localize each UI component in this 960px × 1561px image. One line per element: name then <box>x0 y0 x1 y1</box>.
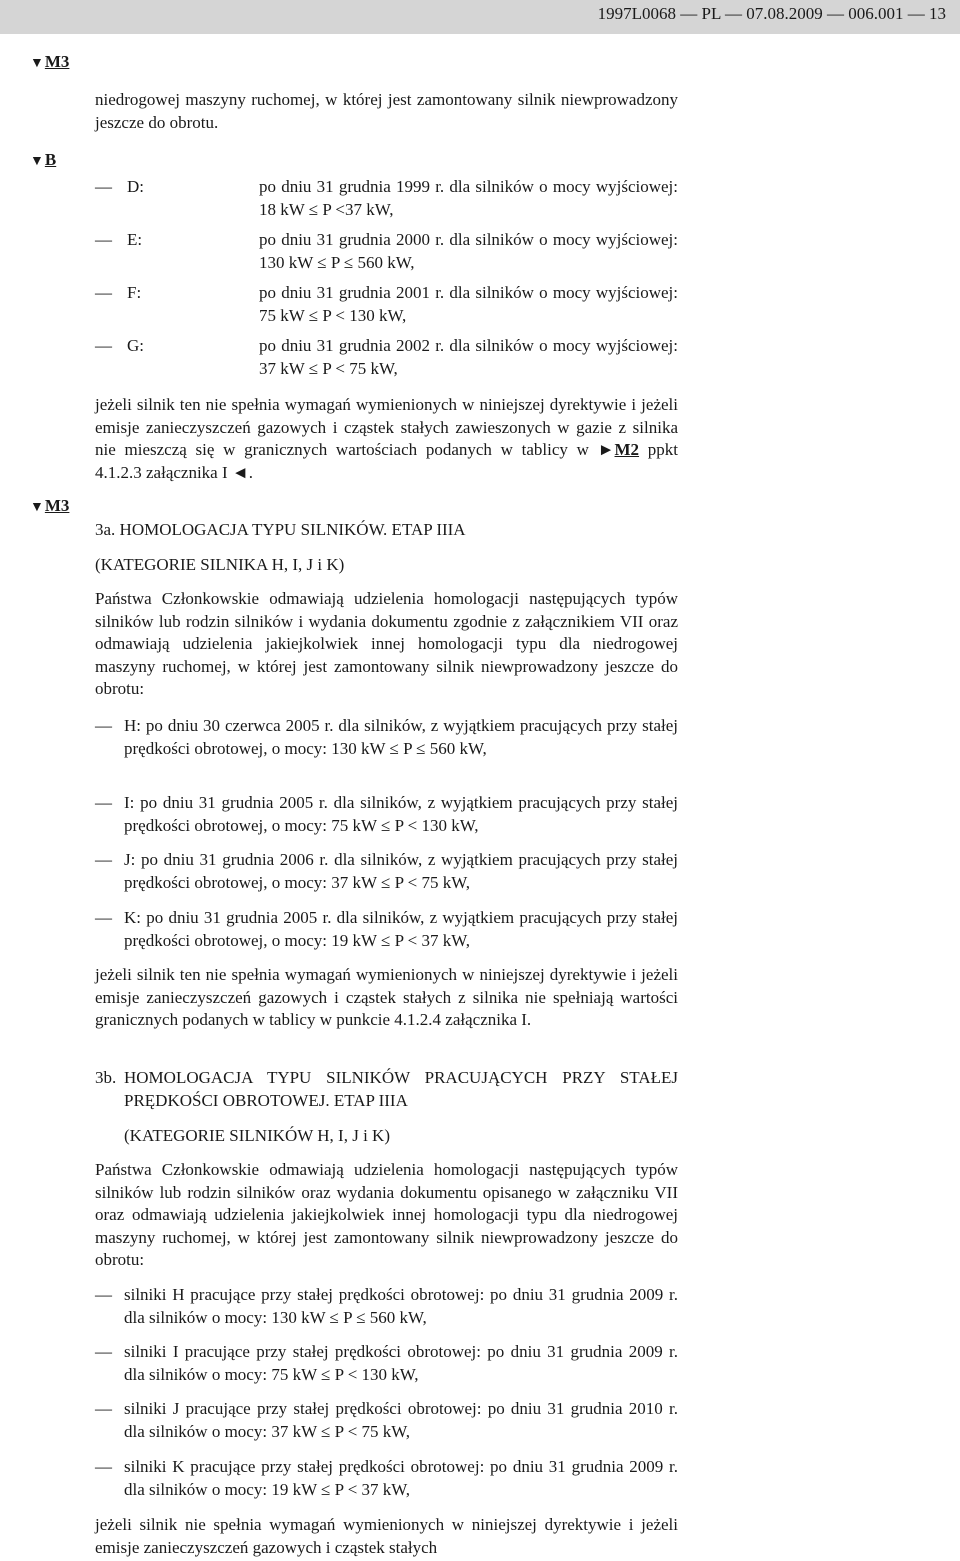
dash: — <box>95 850 112 869</box>
section-3b-intro: Państwa Członkowskie odmawiają udzielenia homologacji następujących typów silników lub rodzin silników oraz wydania dokumentu opisanego w załączniku VII oraz odmawiają udzielenia jakiejkolwiek innej homologacji typu dla niedrogowej maszyny ruchomej, w której jest zamontowany silnik niewprowadzony jeszcze do obrotu: <box>95 1160 678 1269</box>
item-label: E: <box>127 230 143 249</box>
conclusion-paragraph: jeżeli silnik ten nie spełnia wymagań wymienionych w niniejszej dyrektywie i jeżeli emisje zanieczyszczeń gazowych i cząstek stałych zawieszonych w gazie z silnika nie mieszczą się w granicznych wartościach podanych w tablicy w ►M2 ppkt 4.1.2.3 załącznika I ◄. <box>95 395 679 482</box>
section-3a-conclusion: jeżeli silnik ten nie spełnia wymagań wymienionych w niniejszej dyrektywie i jeżeli emisje zanieczyszczeń gazowych i cząstek stałych z silnika nie spełniają wartości granicznych podanych w tablicy w punkcie 4.1.2.4 załącznika I. <box>95 965 678 1029</box>
item-label: F: <box>127 283 142 302</box>
dash: — <box>95 793 112 812</box>
item-text: po dniu 31 grudnia 2000 r. dla silników o mocy wyjściowej: 130 kW ≤ P ≤ 560 kW, <box>259 230 678 272</box>
amendment-marker-m3[interactable]: ▼M3 <box>30 52 70 71</box>
document-reference: 1997L0068 — PL — 07.08.2009 — 006.001 — 13 <box>597 4 946 23</box>
dash: — <box>95 1342 112 1361</box>
section-3b-conclusion: jeżeli silnik nie spełnia wymagań wymienionych w niniejszej dyrektywie i jeżeli emisje zanieczyszczeń gazowych i cząstek stałych <box>95 1515 678 1557</box>
dash: — <box>95 283 112 302</box>
item-text: silniki K pracujące przy stałej prędkości obrotowej: po dniu 31 grudnia 2009 r. dla silników o mocy: 19 kW ≤ P < 37 kW, <box>124 1457 678 1499</box>
dash: — <box>95 1285 112 1304</box>
triangle-down-icon: ▼ <box>30 154 44 169</box>
item-text: K: po dniu 31 grudnia 2005 r. dla silników, z wyjątkiem pracujących przy stałej prędkości obrotowej, o mocy: 19 kW ≤ P < 37 kW, <box>124 908 678 950</box>
dash: — <box>95 908 112 927</box>
triangle-down-icon: ▼ <box>30 56 44 71</box>
dash: — <box>95 230 112 249</box>
item-label: G: <box>127 336 144 355</box>
section-heading-3a: 3a. HOMOLOGACJA TYPU SILNIKÓW. ETAP IIIA <box>95 520 466 539</box>
item-text: silniki H pracujące przy stałej prędkości obrotowej: po dniu 31 grudnia 2009 r. dla silników o mocy: 130 kW ≤ P ≤ 560 kW, <box>124 1285 678 1327</box>
triangle-left-icon: ◄ <box>231 462 249 482</box>
item-text: silniki I pracujące przy stałej prędkości obrotowej: po dniu 31 grudnia 2009 r. dla silników o mocy: 75 kW ≤ P < 130 kW, <box>124 1342 678 1384</box>
section-number: 3b. <box>95 1068 117 1087</box>
page-header <box>0 0 960 34</box>
item-text: po dniu 31 grudnia 2001 r. dla silników o mocy wyjściowej: 75 kW ≤ P < 130 kW, <box>259 283 678 325</box>
item-label: D: <box>127 177 144 196</box>
section-title: HOMOLOGACJA TYPU SILNIKÓW PRACUJĄCYCH PRZY STAŁEJ PRĘDKOŚCI OBROTOWEJ. ETAP IIIA <box>124 1068 678 1110</box>
dash: — <box>95 1399 112 1418</box>
dash: — <box>95 716 112 735</box>
item-text: J: po dniu 31 grudnia 2006 r. dla silników, z wyjątkiem pracujących przy stałej prędkości obrotowej, o mocy: 37 kW ≤ P < 75 kW, <box>124 850 678 892</box>
intro-paragraph: niedrogowej maszyny ruchomej, w której jest zamontowany silnik niewprowadzony jeszcze do obrotu. <box>95 90 678 132</box>
amendment-marker-b[interactable]: ▼B <box>30 150 57 169</box>
section-subheading-3b: (KATEGORIE SILNIKÓW H, I, J i K) <box>124 1126 390 1145</box>
amendment-reference-link[interactable]: ►M2 <box>597 440 640 459</box>
section-subheading-3a: (KATEGORIE SILNIKA H, I, J i K) <box>95 555 345 574</box>
dash: — <box>95 336 112 355</box>
triangle-down-icon: ▼ <box>30 500 44 515</box>
item-text: po dniu 31 grudnia 1999 r. dla silników o mocy wyjściowej: 18 kW ≤ P <37 kW, <box>259 177 678 219</box>
item-text: po dniu 31 grudnia 2002 r. dla silników o mocy wyjściowej: 37 kW ≤ P < 75 kW, <box>259 336 678 378</box>
amendment-marker-m3[interactable]: ▼M3 <box>30 496 70 515</box>
dash: — <box>95 177 112 196</box>
item-text: I: po dniu 31 grudnia 2005 r. dla silników, z wyjątkiem pracujących przy stałej prędkości obrotowej, o mocy: 75 kW ≤ P < 130 kW, <box>124 793 678 835</box>
section-3a-intro: Państwa Członkowskie odmawiają udzielenia homologacji następujących typów silników lub rodzin silników i wydania dokumentu zgodnie z załącznikiem VII oraz odmawiają udzielenia jakiejkolwiek innej homologacji typu dla niedrogowej maszyny ruchomej, w której jest zamontowany silnik niewprowadzony jeszcze do obrotu: <box>95 589 678 698</box>
item-text: silniki J pracujące przy stałej prędkości obrotowej: po dniu 31 grudnia 2010 r. dla silników o mocy: 37 kW ≤ P < 75 kW, <box>124 1399 678 1441</box>
triangle-right-icon: ► <box>597 440 615 459</box>
item-text: H: po dniu 30 czerwca 2005 r. dla silników, z wyjątkiem pracujących przy stałej prędkości obrotowej, o mocy: 130 kW ≤ P ≤ 560 kW, <box>124 716 678 758</box>
dash: — <box>95 1457 112 1476</box>
